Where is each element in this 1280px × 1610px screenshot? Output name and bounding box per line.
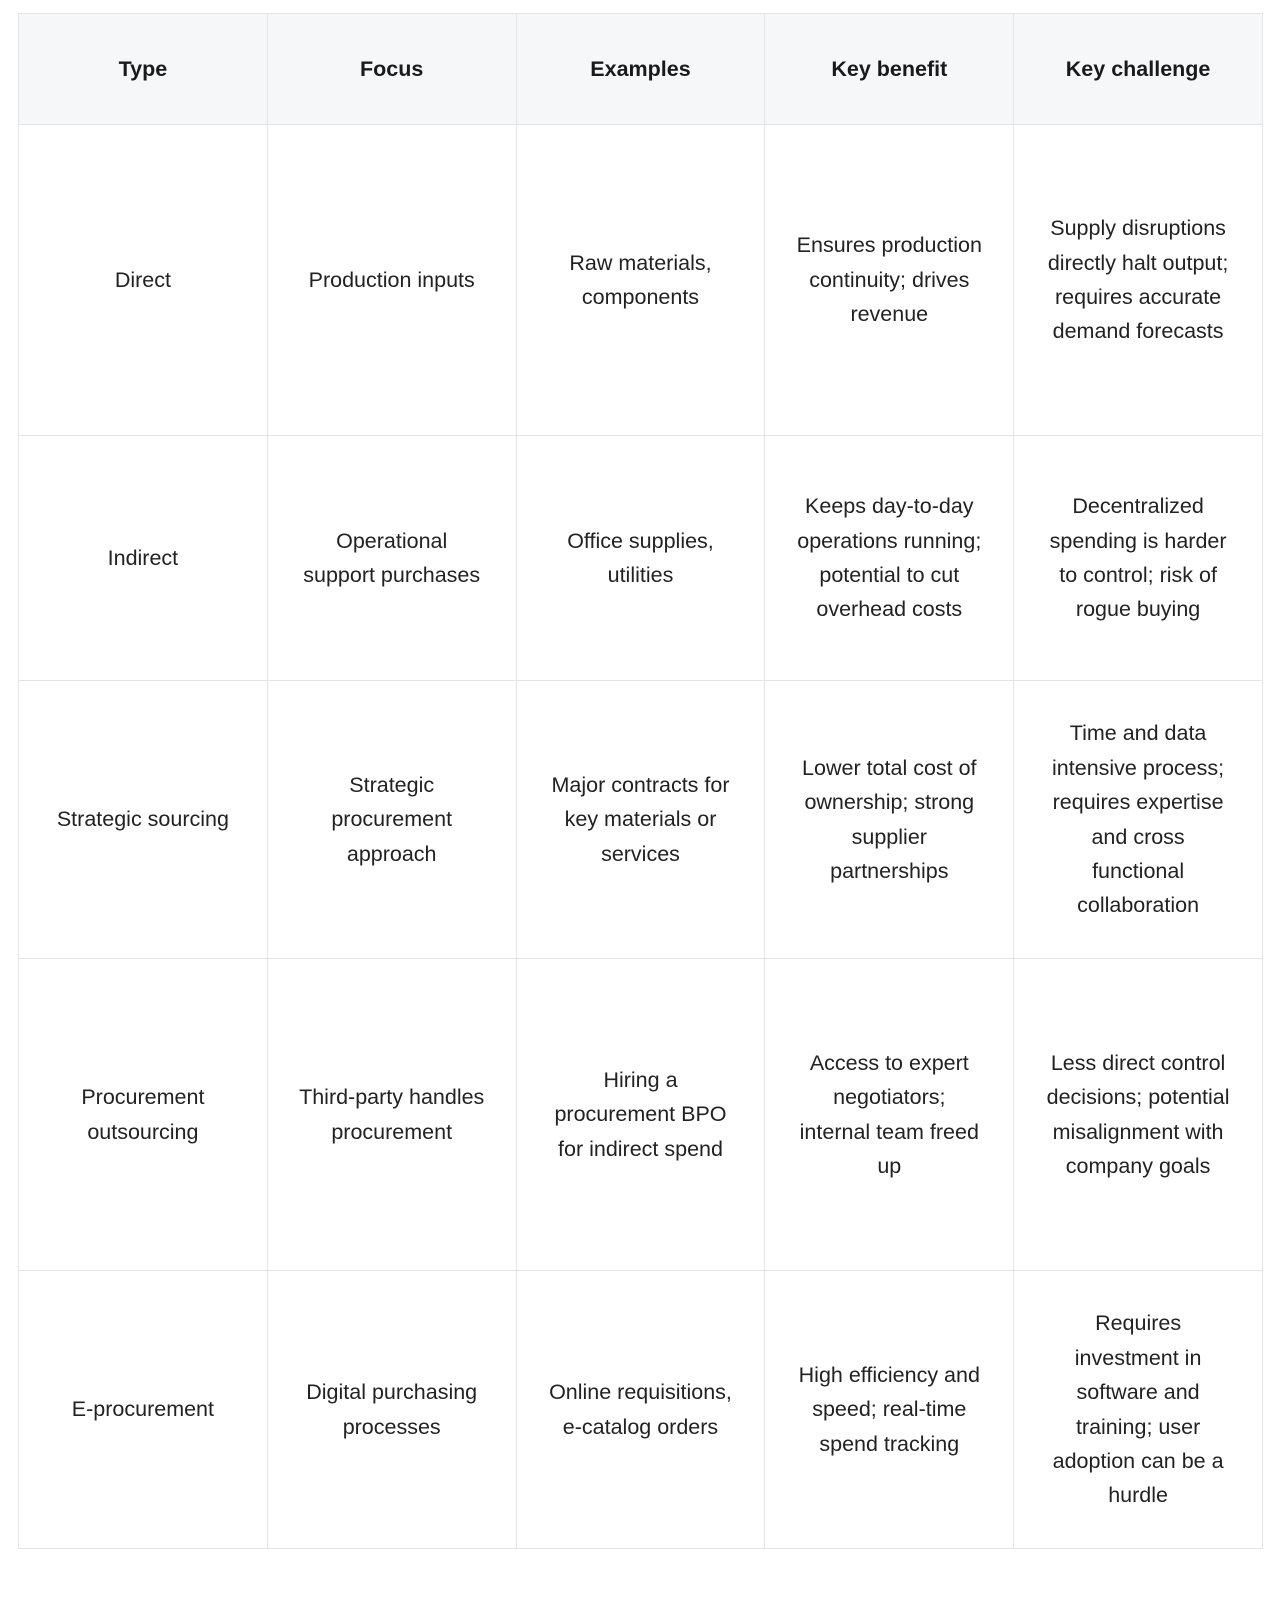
- cell-examples: Raw materials, components: [516, 125, 765, 436]
- cell-key-benefit: High efficiency and speed; real-time spend tracking: [765, 1271, 1014, 1549]
- cell-key-benefit: Lower total cost of ownership; strong supplier partnerships: [765, 681, 1014, 959]
- cell-focus: Third-party handles procurement: [267, 959, 516, 1271]
- cell-key-challenge: Time and data intensive process; requires expertise and cross functional collaboration: [1014, 681, 1263, 959]
- cell-key-challenge: Decentralized spending is harder to control; risk of rogue buying: [1014, 436, 1263, 681]
- table-row: [19, 681, 1263, 959]
- cell-examples: Office supplies, utilities: [516, 436, 765, 681]
- cell-examples: Online requisitions, e-catalog orders: [516, 1271, 765, 1549]
- cell-type: Indirect: [19, 436, 268, 681]
- cell-key-challenge: Less direct control decisions; potential misalignment with company goals: [1014, 959, 1263, 1271]
- cell-focus: Digital purchasing processes: [267, 1271, 516, 1549]
- header-key-benefit: Key benefit: [765, 14, 1014, 125]
- cell-focus: Operational support purchases: [267, 436, 516, 681]
- header-key-challenge: Key challenge: [1014, 14, 1263, 125]
- cell-type: Procurement outsourcing: [19, 959, 268, 1271]
- cell-key-benefit: Access to expert negotiators; internal team freed up: [765, 959, 1014, 1271]
- cell-focus: Production inputs: [267, 125, 516, 436]
- procurement-types-table-container: [18, 13, 1262, 1549]
- procurement-types-table: [18, 13, 1263, 1549]
- table-row: [19, 1271, 1263, 1549]
- cell-examples: Major contracts for key materials or services: [516, 681, 765, 959]
- table-row: [19, 436, 1263, 681]
- cell-focus: Strategic procurement approach: [267, 681, 516, 959]
- header-focus: Focus: [267, 14, 516, 125]
- cell-key-benefit: Keeps day-to-day operations running; potential to cut overhead costs: [765, 436, 1014, 681]
- header-type: Type: [19, 14, 268, 125]
- table-row: [19, 125, 1263, 436]
- cell-key-challenge: Supply disruptions directly halt output; requires accurate demand forecasts: [1014, 125, 1263, 436]
- table-header-row: [19, 14, 1263, 125]
- cell-key-benefit: Ensures production continuity; drives revenue: [765, 125, 1014, 436]
- header-examples: Examples: [516, 14, 765, 125]
- table-row: [19, 959, 1263, 1271]
- cell-type: Strategic sourcing: [19, 681, 268, 959]
- cell-key-challenge: Requires investment in software and training; user adoption can be a hurdle: [1014, 1271, 1263, 1549]
- cell-type: E-procurement: [19, 1271, 268, 1549]
- cell-examples: Hiring a procurement BPO for indirect spend: [516, 959, 765, 1271]
- cell-type: Direct: [19, 125, 268, 436]
